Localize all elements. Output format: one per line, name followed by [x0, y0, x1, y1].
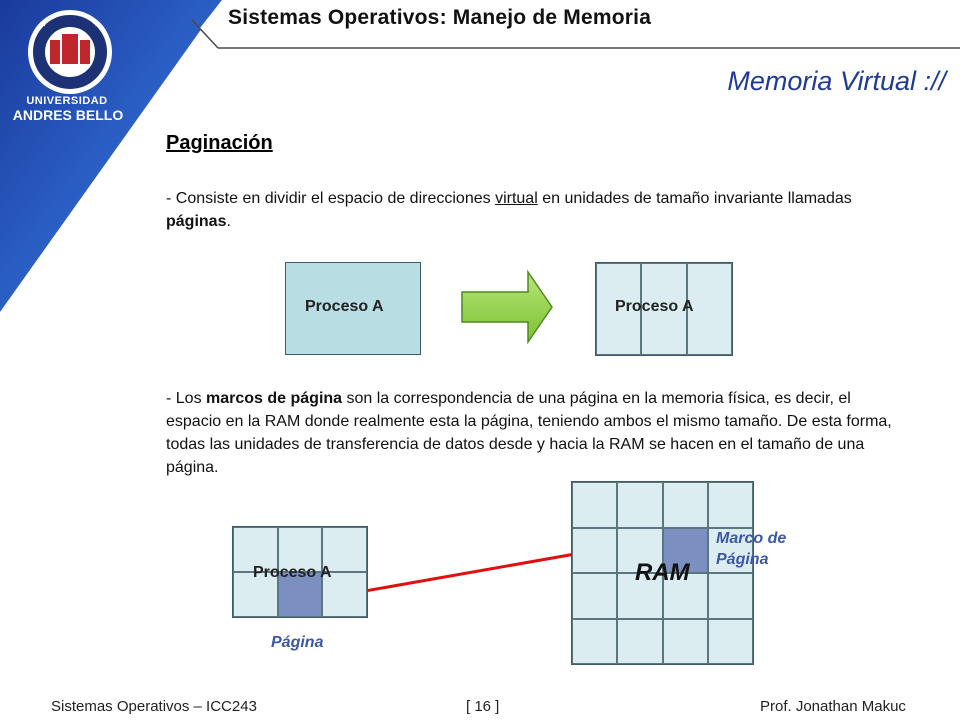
frame-cell [617, 619, 662, 665]
frame-cell [572, 619, 617, 665]
slide-header-title: Sistemas Operativos: Manejo de Memoria [228, 6, 652, 29]
process-label-unpaged: Proceso A [305, 298, 384, 315]
p2-bold-term: marcos de página [206, 390, 343, 407]
p2-text-after: son la correspondencia de una página en la memoria física, es decir, el espacio en la RAM donde realmente esta la página, teniendo ambos el mismo tamaño. De esta forma, todas las unidades de transferencia de datos desde y hacia la RAM se hacen en el tamaño de una página. [166, 390, 892, 476]
process-label-paged: Proceso A [615, 298, 694, 315]
frame-cell [663, 619, 708, 665]
frame-cell [572, 528, 617, 574]
process-label-mapping: Proceso A [253, 564, 332, 581]
paragraph-pages [166, 187, 896, 233]
p1-text-after: . [226, 213, 231, 230]
page-label: Página [271, 634, 324, 651]
frame-label [716, 528, 786, 570]
ram-label: RAM [635, 559, 690, 586]
paragraph-page-frames [166, 387, 906, 479]
frame-cell [708, 573, 753, 619]
footer-professor: Prof. Jonathan Makuc [760, 698, 906, 715]
frame-label-line1: Marco de [716, 530, 787, 547]
green-arrow [462, 272, 552, 342]
p1-bold-term: páginas [166, 213, 227, 230]
p2-text-before: - Los [166, 390, 207, 407]
p1-text-middle: en unidades de tamaño invariante llamadas [537, 190, 852, 207]
topic-heading: Paginación [166, 132, 273, 154]
frame-cell [572, 573, 617, 619]
section-title: Memoria Virtual :// [727, 66, 946, 96]
frame-label-line2: Página [716, 551, 769, 568]
frame-cell [708, 619, 753, 665]
p1-underlined-term: virtual [495, 190, 538, 207]
logo-university-text: UNIVERSIDAD [26, 95, 108, 107]
logo-andres-bello-text: ANDRES BELLO [12, 107, 124, 123]
p1-text-before: - Consiste en dividir el espacio de direcciones [166, 190, 496, 207]
footer-course: Sistemas Operativos – ICC243 [51, 698, 257, 715]
footer-page-number: [ 16 ] [466, 698, 500, 715]
frame-cell [708, 482, 753, 528]
frame-cell [572, 482, 617, 528]
frame-cell [617, 482, 662, 528]
frame-cell [663, 482, 708, 528]
